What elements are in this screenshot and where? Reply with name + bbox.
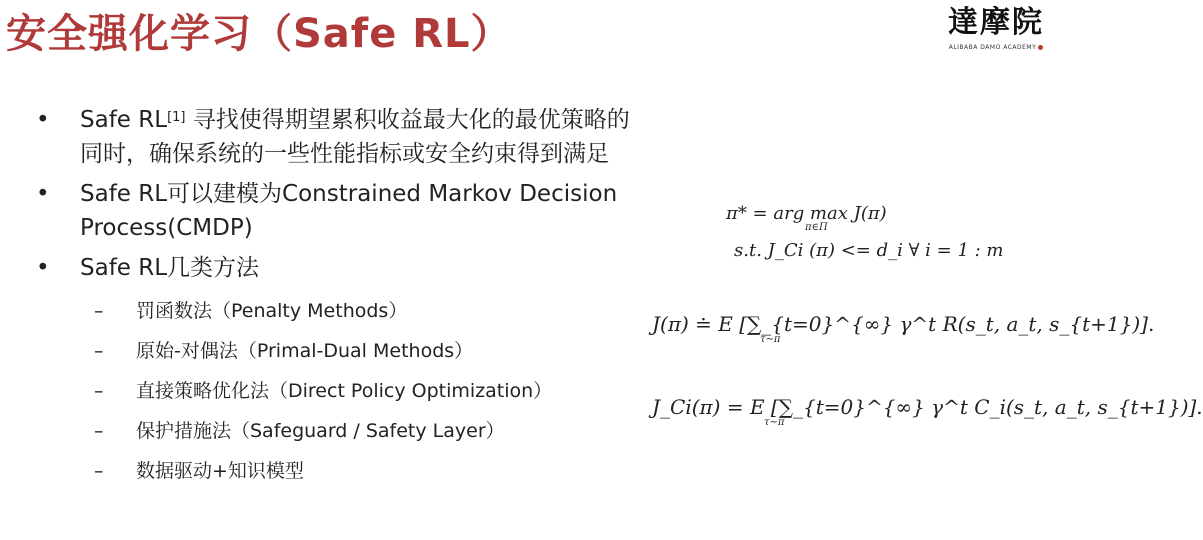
bullet-item-definition: • Safe RL[1] 寻找使得期望累积收益最大化的最优策略的同时，确保系统的一些性能指标或安全约束得到满足 (36, 103, 636, 171)
formula-cost: J_Ci(π) = E [∑_{t=0}^{∞} γ^t C_i(s_t, a_t, s_{t+1})]. τ∼π (652, 395, 1203, 428)
method-item: – 罚函数法（Penalty Methods） (36, 291, 636, 331)
citation-marker: [1] (167, 110, 186, 125)
formula-constraint: s.t. J_Ci (π) <= d_i ∀ i = 1 : m (734, 240, 1004, 261)
bullet-item-cmdp: • Safe RL可以建模为Constrained Markov Decision Process(CMDP) (36, 177, 636, 245)
method-item: – 原始-对偶法（Primal-Dual Methods） (36, 331, 636, 371)
dash-icon: – (94, 300, 104, 322)
methods-sublist (36, 291, 636, 491)
method-item: – 数据驱动+知识模型 (36, 451, 636, 491)
method-item: – 保护措施法（Safeguard / Safety Layer） (36, 411, 636, 451)
slide-title: 安全强化学习（Safe RL） (6, 11, 512, 57)
dash-icon: – (94, 460, 104, 482)
formula-objective-subscript: π∈Π (805, 222, 828, 233)
dash-icon: – (94, 420, 104, 442)
formula-return: J(π) ≐ E [∑_{t=0}^{∞} γ^t R(s_t, a_t, s_{t+1})]. τ∼π (652, 312, 1155, 345)
formula-return-subscript: τ∼π (760, 334, 781, 345)
bullet-list (36, 103, 636, 491)
bullet-dot-icon: • (36, 107, 50, 133)
dash-icon: – (94, 340, 104, 362)
method-item: – 直接策略优化法（Direct Policy Optimization） (36, 371, 636, 411)
bullet-item-methods: • Safe RL几类方法 (36, 251, 636, 285)
damo-academy-logo (944, 6, 1048, 51)
bullet-dot-icon: • (36, 255, 50, 281)
logo-english-text: ALIBABA DAMO ACADEMY (944, 44, 1048, 51)
formula-cost-subscript: τ∼π (764, 417, 785, 428)
bullet-dot-icon: • (36, 181, 50, 207)
logo-chinese-text: 達摩院 (948, 5, 1044, 40)
logo-dot-icon (1038, 45, 1043, 50)
formula-objective: π* = arg max J(π) π∈Π (726, 203, 887, 233)
dash-icon: – (94, 380, 104, 402)
